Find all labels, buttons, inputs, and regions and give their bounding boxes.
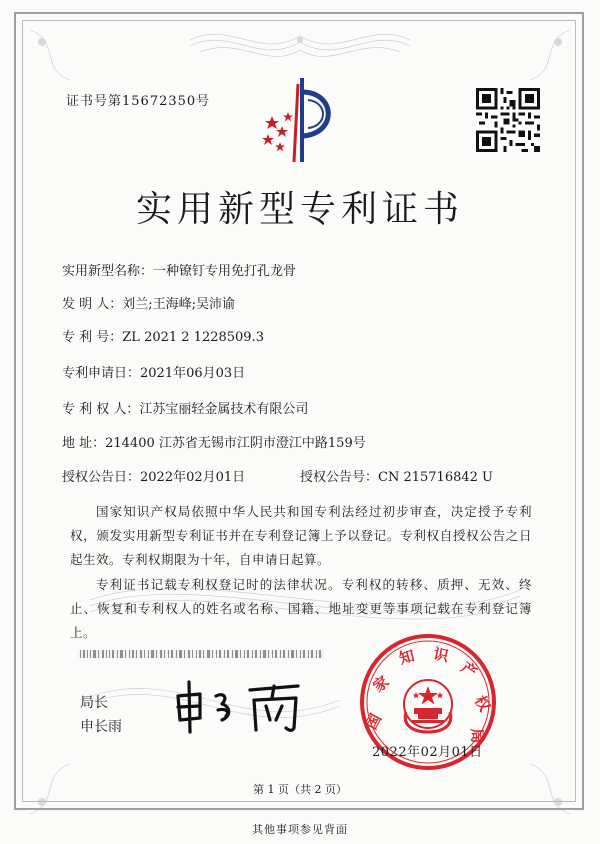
field-grant-number <box>300 466 493 485</box>
barcode-strip-icon <box>78 650 324 658</box>
field-value: ZL 2021 2 1228509.3 <box>122 330 264 345</box>
svg-text:产: 产 <box>457 658 481 682</box>
field-grant-date <box>62 466 245 485</box>
field-value: CN 215716842 U <box>378 470 493 485</box>
grant-statement-paragraph: 国家知识产权局依照中华人民共和国专利法经过初步审查，决定授予专利权，颁发实用新型专利证书并在专利登记簿上予以登记。专利权自授权公告之日起生效。专利权期限为十年，自申请日起算。 <box>70 504 532 567</box>
director-name: 申长雨 <box>80 719 122 735</box>
seal-date: 2022年02月01日 <box>372 745 483 760</box>
legal-status-paragraph: 专利证书记载专利权登记时的法律状况。专利权的转移、质押、无效、终止、恢复和专利权人的姓名或名称、国籍、地址变更等事项记载在专利登记簿上。 <box>70 577 532 640</box>
svg-text:局: 局 <box>467 727 487 744</box>
svg-text:家: 家 <box>369 672 393 696</box>
field-label: 实用新型名称： <box>62 264 154 279</box>
certificate-title: 实用新型专利证书 <box>135 189 464 230</box>
field-value: 214400 江苏省无锡市江阴市澄江中路159号 <box>105 436 366 451</box>
footer-note: 其他事项参见背面 <box>252 823 348 836</box>
field-patentee <box>62 398 308 417</box>
field-inventors <box>62 293 235 312</box>
field-utility-model-name <box>62 260 296 279</box>
svg-text:识: 识 <box>431 644 451 666</box>
svg-text:国: 国 <box>362 710 386 733</box>
field-patent-number <box>62 326 264 345</box>
director-title: 局长 <box>80 695 108 711</box>
svg-text:权: 权 <box>470 692 494 715</box>
page-number: 第 1 页（共 2 页） <box>253 783 347 796</box>
field-label: 专利申请日： <box>62 366 141 381</box>
field-value: 2021年06月03日 <box>140 366 246 381</box>
field-label: 发 明 人： <box>62 297 123 312</box>
field-value: 一种镣钉专用免打孔龙骨 <box>153 264 297 279</box>
field-label: 地 址： <box>62 436 106 451</box>
qr-code-icon <box>476 88 540 152</box>
patent-office-logo-icon <box>258 74 344 168</box>
field-filing-date <box>62 362 245 381</box>
field-label: 授权公告号： <box>300 470 379 485</box>
field-label: 专 利 号： <box>62 330 123 345</box>
field-value: 江苏宝丽轻金属技术有限公司 <box>139 402 309 417</box>
field-value: 2022年02月01日 <box>140 470 246 485</box>
field-address <box>62 432 366 451</box>
field-label: 专 利 权 人： <box>62 402 140 417</box>
field-value: 刘兰;王海峰;吴沛谕 <box>122 297 236 312</box>
svg-text:知: 知 <box>397 646 417 668</box>
director-signature <box>170 676 310 736</box>
field-label: 授权公告日： <box>62 470 141 485</box>
certificate-number: 证书号第15672350号 <box>66 94 211 109</box>
